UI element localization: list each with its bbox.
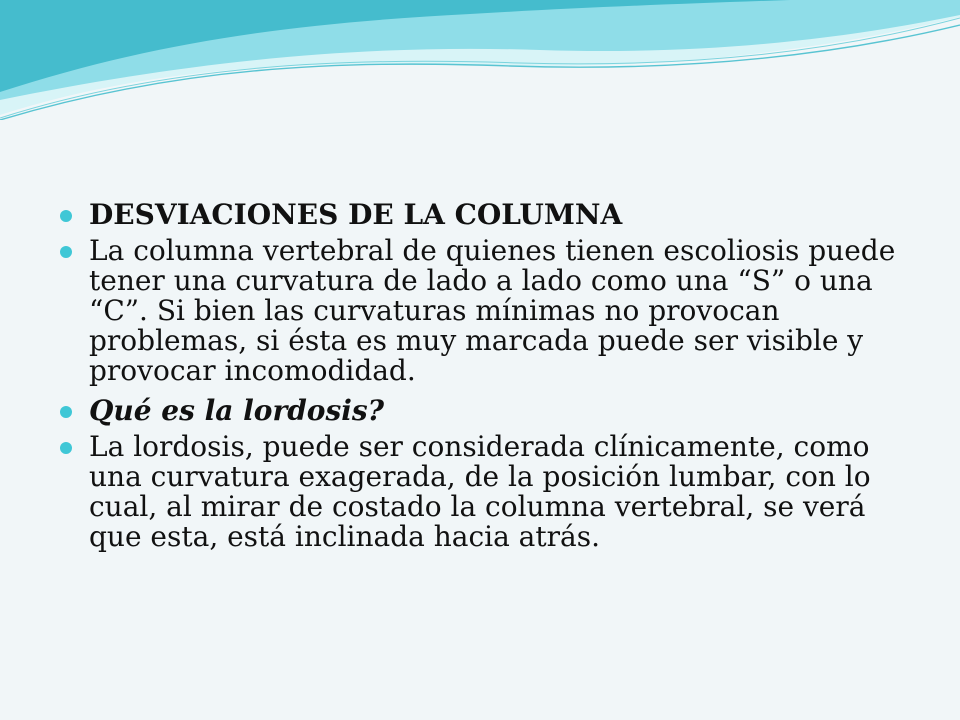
bullet-lordosis-description bbox=[60, 432, 910, 552]
bullet-lordosis-question bbox=[60, 396, 910, 426]
section-title: DESVIACIONES DE LA COLUMNA bbox=[89, 198, 623, 231]
bullet-dot-icon bbox=[60, 442, 72, 454]
bullet-dot-icon bbox=[60, 210, 72, 222]
bullet-section-title bbox=[60, 200, 910, 230]
lordosis-description: La lordosis, puede ser considerada clínicamente, como una curvatura exagerada, de la posición lumbar, con lo cual, al mirar de costado la columna vertebral, se verá que esta, está inclinada hacia atrás. bbox=[89, 430, 871, 553]
bullet-escoliosis-description bbox=[60, 236, 910, 386]
bullet-dot-icon bbox=[60, 406, 72, 418]
slide-content bbox=[60, 200, 910, 558]
escoliosis-description: La columna vertebral de quienes tienen escoliosis puede tener una curvatura de lado a lado como una “S” o una “C”. Si bien las curvaturas mínimas no provocan problemas, si ésta es muy marcada puede ser visible y provocar incomodidad. bbox=[89, 234, 896, 387]
lordosis-question: Qué es la lordosis? bbox=[89, 394, 385, 427]
bullet-dot-icon bbox=[60, 246, 72, 258]
decorative-wave-header bbox=[0, 0, 960, 120]
